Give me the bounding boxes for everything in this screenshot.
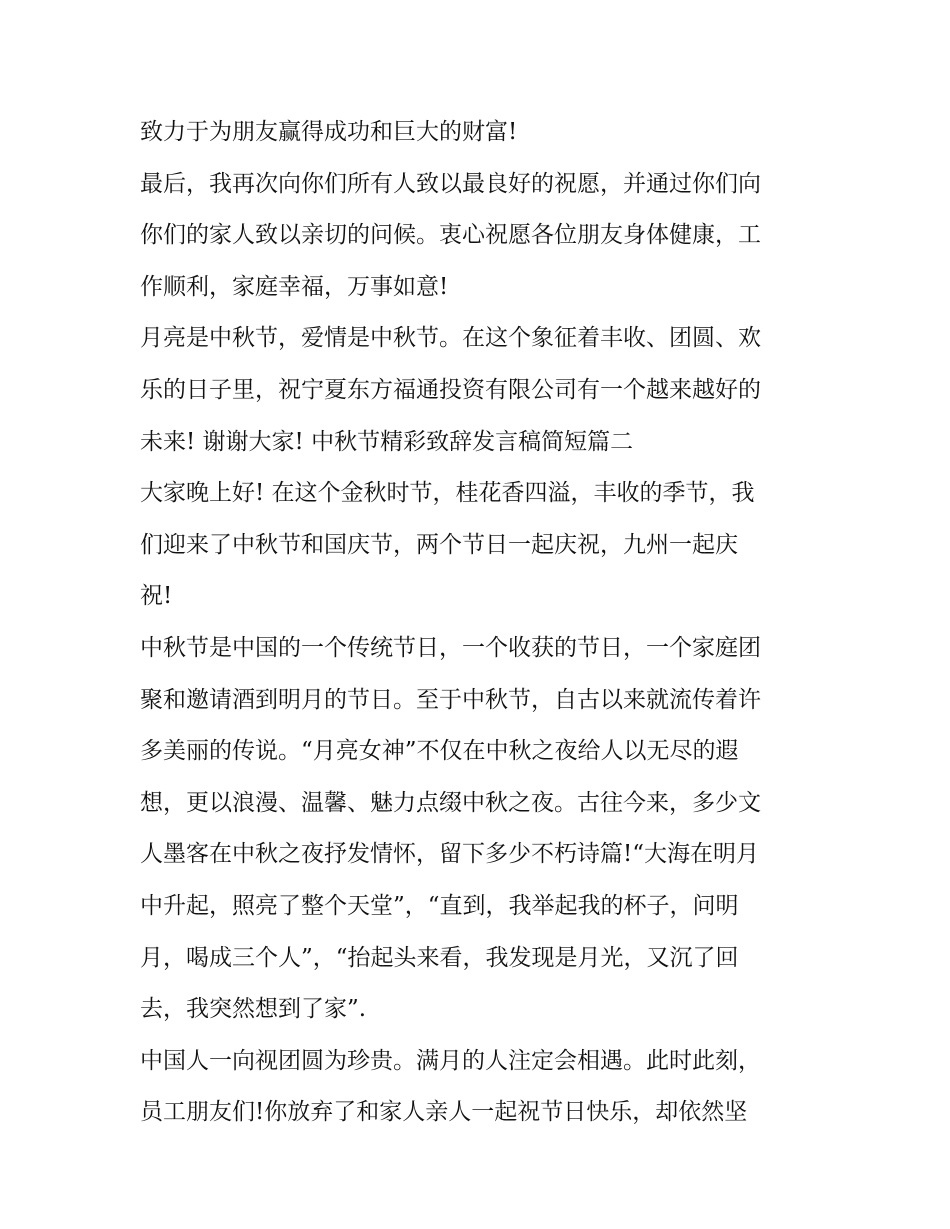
text-line: 人墨客在中秋之夜抒发情怀，留下多少不朽诗篇!“大海在明月 [140,841,760,868]
text-line: 最后，我再次向你们所有人致以最良好的祝愿，并通过你们向 [140,170,761,197]
text-line: 你们的家人致以亲切的问候。衷心祝愿各位朋友身体健康，工 [140,222,761,249]
text-line: 们迎来了中秋节和国庆节，两个节日一起庆祝，九州一起庆 [140,531,738,558]
text-line: 作顺利，家庭幸福，万事如意! [140,273,449,300]
text-line: 员工朋友们!你放弃了和家人亲人一起祝节日快乐，却依然坚 [140,1099,748,1126]
text-line: 致力于为朋友赢得成功和巨大的财富! [140,119,518,145]
document-body [140,107,820,1139]
text-line: 月亮是中秋节，爱情是中秋节。在这个象征着丰收、团圆、欢 [140,325,761,352]
text-line: 大家晚上好! 在这个金秋时节，桂花香四溢，丰收的季节，我 [140,480,755,507]
text-line: 中秋节是中国的一个传统节日，一个收获的节日，一个家庭团 [140,634,761,661]
text-line: 月，喝成三个人”，“抬起头来看，我发现是月光，又沉了回 [140,944,739,971]
text-line: 祝! [140,583,173,610]
text-line: 未来! 谢谢大家! 中秋节精彩致辞发言稿简短篇二 [140,428,634,455]
text-line: 想，更以浪漫、温馨、魅力点缀中秋之夜。古往今来，多少文 [140,789,761,816]
text-line: 去，我突然想到了家”. [140,996,367,1023]
text-line: 中升起，照亮了整个天堂”，“直到，我举起我的杯子，问明 [140,892,739,919]
text-line: 聚和邀请酒到明月的节日。至于中秋节，自古以来就流传着许 [140,686,761,713]
text-line: 中国人一向视团圆为珍贵。满月的人注定会相遇。此时此刻， [140,1047,761,1074]
text-line: 乐的日子里，祝宁夏东方福通投资有限公司有一个越来越好的 [140,376,761,403]
text-line: 多美丽的传说。“月亮女神”不仅在中秋之夜给人以无尽的遐 [140,738,739,765]
